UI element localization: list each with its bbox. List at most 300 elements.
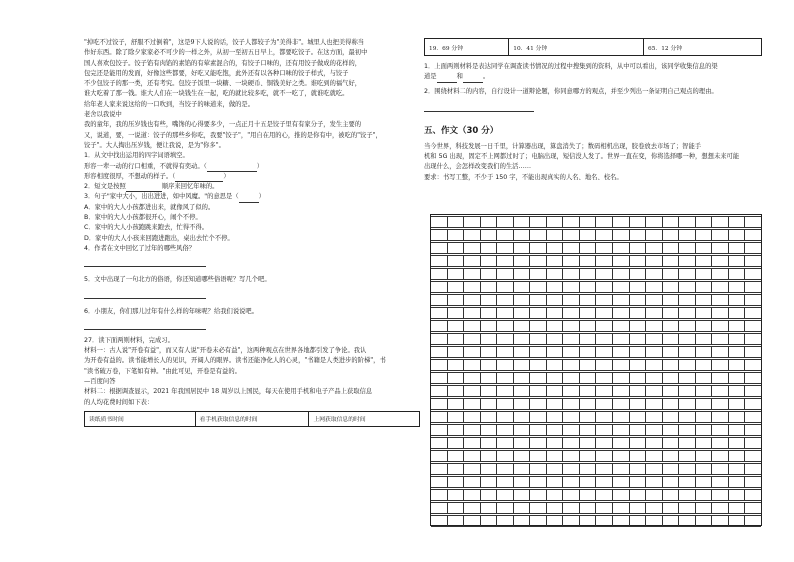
grid-cell[interactable] <box>712 281 729 294</box>
grid-cell[interactable] <box>481 489 498 502</box>
grid-cell[interactable] <box>646 515 663 528</box>
grid-cell[interactable] <box>514 411 531 424</box>
grid-cell[interactable] <box>514 424 531 437</box>
grid-cell[interactable] <box>431 411 448 424</box>
grid-cell[interactable] <box>464 320 481 333</box>
grid-cell[interactable] <box>514 515 531 528</box>
grid-cell[interactable] <box>464 242 481 255</box>
grid-cell[interactable] <box>613 450 630 463</box>
grid-cell[interactable] <box>431 385 448 398</box>
grid-cell[interactable] <box>563 333 580 346</box>
grid-cell[interactable] <box>481 320 498 333</box>
grid-cell[interactable] <box>745 372 761 385</box>
grid-cell[interactable] <box>745 424 761 437</box>
grid-cell[interactable] <box>613 281 630 294</box>
grid-cell[interactable] <box>696 294 713 307</box>
grid-cell[interactable] <box>547 450 564 463</box>
grid-cell[interactable] <box>729 281 746 294</box>
grid-cell[interactable] <box>646 463 663 476</box>
grid-cell[interactable] <box>448 281 465 294</box>
grid-cell[interactable] <box>547 411 564 424</box>
grid-cell[interactable] <box>481 255 498 268</box>
grid-cell[interactable] <box>663 281 680 294</box>
grid-cell[interactable] <box>630 255 647 268</box>
grid-cell[interactable] <box>679 307 696 320</box>
grid-cell[interactable] <box>530 489 547 502</box>
grid-cell[interactable] <box>696 411 713 424</box>
grid-cell[interactable] <box>696 346 713 359</box>
grid-cell[interactable] <box>464 476 481 489</box>
grid-cell[interactable] <box>547 268 564 281</box>
answer-blank[interactable] <box>239 195 259 203</box>
grid-cell[interactable] <box>464 229 481 242</box>
grid-cell[interactable] <box>712 463 729 476</box>
grid-cell[interactable] <box>497 229 514 242</box>
grid-cell[interactable] <box>596 281 613 294</box>
grid-cell[interactable] <box>514 255 531 268</box>
grid-cell[interactable] <box>630 294 647 307</box>
grid-cell[interactable] <box>729 372 746 385</box>
grid-cell[interactable] <box>745 268 761 281</box>
grid-cell[interactable] <box>448 463 465 476</box>
grid-cell[interactable] <box>514 216 531 229</box>
grid-cell[interactable] <box>596 255 613 268</box>
grid-cell[interactable] <box>679 268 696 281</box>
grid-cell[interactable] <box>530 359 547 372</box>
answer-blank[interactable] <box>126 184 162 192</box>
grid-cell[interactable] <box>679 424 696 437</box>
grid-cell[interactable] <box>580 502 597 515</box>
grid-cell[interactable] <box>745 398 761 411</box>
grid-cell[interactable] <box>580 385 597 398</box>
grid-cell[interactable] <box>745 385 761 398</box>
grid-cell[interactable] <box>580 216 597 229</box>
grid-cell[interactable] <box>563 385 580 398</box>
grid-cell[interactable] <box>448 307 465 320</box>
answer-line[interactable] <box>424 105 534 112</box>
grid-cell[interactable] <box>613 320 630 333</box>
grid-cell[interactable] <box>729 476 746 489</box>
grid-cell[interactable] <box>431 450 448 463</box>
grid-cell[interactable] <box>547 320 564 333</box>
grid-cell[interactable] <box>530 398 547 411</box>
grid-cell[interactable] <box>431 515 448 528</box>
grid-cell[interactable] <box>448 320 465 333</box>
grid-cell[interactable] <box>712 437 729 450</box>
grid-cell[interactable] <box>679 346 696 359</box>
grid-cell[interactable] <box>464 268 481 281</box>
grid-cell[interactable] <box>729 450 746 463</box>
grid-cell[interactable] <box>530 463 547 476</box>
grid-cell[interactable] <box>481 346 498 359</box>
grid-cell[interactable] <box>481 476 498 489</box>
grid-cell[interactable] <box>630 502 647 515</box>
grid-cell[interactable] <box>464 398 481 411</box>
option-a[interactable]: A．家中的大人小孩都进出来，就像风了似的。 <box>84 203 215 211</box>
grid-cell[interactable] <box>663 437 680 450</box>
grid-cell[interactable] <box>464 411 481 424</box>
grid-cell[interactable] <box>514 320 531 333</box>
grid-cell[interactable] <box>563 320 580 333</box>
grid-cell[interactable] <box>696 372 713 385</box>
grid-cell[interactable] <box>580 229 597 242</box>
grid-cell[interactable] <box>448 385 465 398</box>
grid-cell[interactable] <box>431 294 448 307</box>
grid-cell[interactable] <box>497 463 514 476</box>
grid-cell[interactable] <box>729 411 746 424</box>
grid-cell[interactable] <box>646 476 663 489</box>
grid-cell[interactable] <box>745 437 761 450</box>
grid-cell[interactable] <box>696 489 713 502</box>
grid-cell[interactable] <box>663 489 680 502</box>
grid-cell[interactable] <box>646 242 663 255</box>
grid-cell[interactable] <box>563 307 580 320</box>
grid-cell[interactable] <box>563 515 580 528</box>
grid-cell[interactable] <box>712 320 729 333</box>
grid-cell[interactable] <box>530 281 547 294</box>
answer-line[interactable] <box>84 260 206 267</box>
grid-cell[interactable] <box>596 385 613 398</box>
grid-cell[interactable] <box>696 385 713 398</box>
grid-cell[interactable] <box>679 320 696 333</box>
grid-cell[interactable] <box>497 437 514 450</box>
grid-cell[interactable] <box>580 359 597 372</box>
grid-cell[interactable] <box>497 502 514 515</box>
answer-blank[interactable] <box>207 164 257 172</box>
grid-cell[interactable] <box>481 385 498 398</box>
grid-cell[interactable] <box>497 268 514 281</box>
grid-cell[interactable] <box>596 515 613 528</box>
grid-cell[interactable] <box>696 255 713 268</box>
grid-cell[interactable] <box>596 216 613 229</box>
grid-cell[interactable] <box>563 450 580 463</box>
grid-cell[interactable] <box>679 502 696 515</box>
grid-cell[interactable] <box>696 463 713 476</box>
option-b[interactable]: B．家中的大人小孩都很开心，闹个不停。 <box>84 214 202 222</box>
grid-cell[interactable] <box>448 411 465 424</box>
grid-cell[interactable] <box>646 502 663 515</box>
grid-cell[interactable] <box>663 268 680 281</box>
grid-cell[interactable] <box>596 476 613 489</box>
grid-cell[interactable] <box>712 424 729 437</box>
grid-cell[interactable] <box>497 372 514 385</box>
grid-cell[interactable] <box>630 398 647 411</box>
grid-cell[interactable] <box>514 450 531 463</box>
grid-cell[interactable] <box>712 346 729 359</box>
grid-cell[interactable] <box>580 320 597 333</box>
grid-cell[interactable] <box>481 333 498 346</box>
grid-cell[interactable] <box>596 294 613 307</box>
grid-cell[interactable] <box>431 255 448 268</box>
grid-cell[interactable] <box>630 359 647 372</box>
grid-cell[interactable] <box>712 476 729 489</box>
grid-cell[interactable] <box>464 281 481 294</box>
grid-cell[interactable] <box>729 437 746 450</box>
grid-cell[interactable] <box>530 268 547 281</box>
grid-cell[interactable] <box>497 294 514 307</box>
grid-cell[interactable] <box>481 515 498 528</box>
grid-cell[interactable] <box>630 463 647 476</box>
grid-cell[interactable] <box>613 216 630 229</box>
grid-cell[interactable] <box>613 333 630 346</box>
grid-cell[interactable] <box>663 320 680 333</box>
grid-cell[interactable] <box>596 502 613 515</box>
grid-cell[interactable] <box>596 242 613 255</box>
grid-cell[interactable] <box>663 255 680 268</box>
grid-cell[interactable] <box>563 411 580 424</box>
grid-cell[interactable] <box>729 229 746 242</box>
grid-cell[interactable] <box>563 463 580 476</box>
grid-cell[interactable] <box>580 268 597 281</box>
grid-cell[interactable] <box>679 476 696 489</box>
grid-cell[interactable] <box>630 411 647 424</box>
grid-cell[interactable] <box>712 333 729 346</box>
grid-cell[interactable] <box>712 372 729 385</box>
grid-cell[interactable] <box>514 229 531 242</box>
grid-cell[interactable] <box>464 385 481 398</box>
grid-cell[interactable] <box>530 437 547 450</box>
grid-cell[interactable] <box>712 359 729 372</box>
grid-cell[interactable] <box>663 372 680 385</box>
grid-cell[interactable] <box>596 450 613 463</box>
grid-cell[interactable] <box>431 229 448 242</box>
grid-cell[interactable] <box>547 398 564 411</box>
grid-cell[interactable] <box>530 242 547 255</box>
grid-cell[interactable] <box>646 437 663 450</box>
grid-cell[interactable] <box>431 320 448 333</box>
grid-cell[interactable] <box>696 398 713 411</box>
grid-cell[interactable] <box>663 294 680 307</box>
grid-cell[interactable] <box>563 229 580 242</box>
grid-cell[interactable] <box>646 450 663 463</box>
grid-cell[interactable] <box>613 255 630 268</box>
grid-cell[interactable] <box>745 450 761 463</box>
grid-cell[interactable] <box>630 476 647 489</box>
grid-cell[interactable] <box>630 424 647 437</box>
grid-cell[interactable] <box>547 515 564 528</box>
grid-cell[interactable] <box>448 372 465 385</box>
grid-cell[interactable] <box>663 476 680 489</box>
grid-cell[interactable] <box>679 333 696 346</box>
grid-cell[interactable] <box>729 242 746 255</box>
grid-cell[interactable] <box>464 450 481 463</box>
grid-cell[interactable] <box>497 450 514 463</box>
grid-cell[interactable] <box>613 437 630 450</box>
grid-cell[interactable] <box>613 372 630 385</box>
grid-cell[interactable] <box>745 476 761 489</box>
grid-cell[interactable] <box>745 242 761 255</box>
grid-cell[interactable] <box>745 229 761 242</box>
grid-cell[interactable] <box>448 229 465 242</box>
answer-blank[interactable] <box>463 75 483 83</box>
grid-cell[interactable] <box>745 281 761 294</box>
grid-cell[interactable] <box>497 489 514 502</box>
grid-cell[interactable] <box>630 320 647 333</box>
grid-cell[interactable] <box>547 476 564 489</box>
grid-cell[interactable] <box>580 411 597 424</box>
grid-cell[interactable] <box>431 463 448 476</box>
grid-cell[interactable] <box>613 268 630 281</box>
grid-cell[interactable] <box>464 333 481 346</box>
grid-cell[interactable] <box>630 437 647 450</box>
grid-cell[interactable] <box>613 307 630 320</box>
grid-cell[interactable] <box>431 268 448 281</box>
grid-cell[interactable] <box>630 372 647 385</box>
grid-cell[interactable] <box>481 359 498 372</box>
grid-cell[interactable] <box>464 424 481 437</box>
grid-cell[interactable] <box>464 294 481 307</box>
grid-cell[interactable] <box>613 359 630 372</box>
grid-cell[interactable] <box>464 359 481 372</box>
grid-cell[interactable] <box>580 515 597 528</box>
grid-cell[interactable] <box>745 411 761 424</box>
grid-cell[interactable] <box>514 333 531 346</box>
grid-cell[interactable] <box>497 515 514 528</box>
grid-cell[interactable] <box>663 424 680 437</box>
grid-cell[interactable] <box>712 294 729 307</box>
grid-cell[interactable] <box>580 294 597 307</box>
grid-cell[interactable] <box>481 268 498 281</box>
grid-cell[interactable] <box>663 385 680 398</box>
grid-cell[interactable] <box>448 515 465 528</box>
grid-cell[interactable] <box>448 333 465 346</box>
grid-cell[interactable] <box>712 385 729 398</box>
grid-cell[interactable] <box>745 463 761 476</box>
grid-cell[interactable] <box>679 411 696 424</box>
grid-cell[interactable] <box>431 281 448 294</box>
grid-cell[interactable] <box>514 281 531 294</box>
grid-cell[interactable] <box>563 359 580 372</box>
grid-cell[interactable] <box>464 346 481 359</box>
grid-cell[interactable] <box>613 424 630 437</box>
grid-cell[interactable] <box>563 489 580 502</box>
grid-cell[interactable] <box>530 229 547 242</box>
grid-cell[interactable] <box>729 320 746 333</box>
grid-cell[interactable] <box>497 346 514 359</box>
grid-cell[interactable] <box>580 398 597 411</box>
grid-cell[interactable] <box>448 268 465 281</box>
answer-blank[interactable] <box>437 75 457 83</box>
grid-cell[interactable] <box>431 502 448 515</box>
grid-cell[interactable] <box>514 463 531 476</box>
grid-cell[interactable] <box>613 411 630 424</box>
grid-cell[interactable] <box>630 333 647 346</box>
grid-cell[interactable] <box>696 502 713 515</box>
grid-cell[interactable] <box>448 359 465 372</box>
grid-cell[interactable] <box>646 281 663 294</box>
grid-cell[interactable] <box>530 294 547 307</box>
grid-cell[interactable] <box>481 307 498 320</box>
grid-cell[interactable] <box>580 333 597 346</box>
grid-cell[interactable] <box>646 216 663 229</box>
grid-cell[interactable] <box>497 242 514 255</box>
grid-cell[interactable] <box>497 424 514 437</box>
grid-cell[interactable] <box>745 346 761 359</box>
grid-cell[interactable] <box>663 307 680 320</box>
grid-cell[interactable] <box>464 307 481 320</box>
grid-cell[interactable] <box>481 424 498 437</box>
grid-cell[interactable] <box>514 437 531 450</box>
grid-cell[interactable] <box>580 463 597 476</box>
grid-cell[interactable] <box>729 463 746 476</box>
grid-cell[interactable] <box>497 398 514 411</box>
grid-cell[interactable] <box>613 229 630 242</box>
grid-cell[interactable] <box>464 463 481 476</box>
grid-cell[interactable] <box>448 450 465 463</box>
grid-cell[interactable] <box>729 359 746 372</box>
grid-cell[interactable] <box>464 502 481 515</box>
grid-cell[interactable] <box>596 424 613 437</box>
grid-cell[interactable] <box>580 242 597 255</box>
grid-cell[interactable] <box>696 307 713 320</box>
answer-line[interactable] <box>84 292 206 299</box>
grid-cell[interactable] <box>646 307 663 320</box>
grid-cell[interactable] <box>745 294 761 307</box>
grid-cell[interactable] <box>530 476 547 489</box>
grid-cell[interactable] <box>729 502 746 515</box>
grid-cell[interactable] <box>530 333 547 346</box>
grid-cell[interactable] <box>481 294 498 307</box>
grid-cell[interactable] <box>481 502 498 515</box>
grid-cell[interactable] <box>663 515 680 528</box>
grid-cell[interactable] <box>563 242 580 255</box>
grid-cell[interactable] <box>696 359 713 372</box>
grid-cell[interactable] <box>497 216 514 229</box>
grid-cell[interactable] <box>431 307 448 320</box>
grid-cell[interactable] <box>530 216 547 229</box>
grid-cell[interactable] <box>431 476 448 489</box>
grid-cell[interactable] <box>481 437 498 450</box>
grid-cell[interactable] <box>514 346 531 359</box>
answer-blank[interactable] <box>175 174 223 182</box>
grid-cell[interactable] <box>679 437 696 450</box>
grid-cell[interactable] <box>630 268 647 281</box>
grid-cell[interactable] <box>596 411 613 424</box>
grid-cell[interactable] <box>563 398 580 411</box>
grid-cell[interactable] <box>729 294 746 307</box>
grid-cell[interactable] <box>696 281 713 294</box>
grid-cell[interactable] <box>497 320 514 333</box>
grid-cell[interactable] <box>613 502 630 515</box>
answer-line[interactable] <box>84 323 206 330</box>
grid-cell[interactable] <box>580 489 597 502</box>
grid-cell[interactable] <box>497 333 514 346</box>
grid-cell[interactable] <box>547 463 564 476</box>
grid-cell[interactable] <box>448 502 465 515</box>
grid-cell[interactable] <box>547 346 564 359</box>
grid-cell[interactable] <box>630 307 647 320</box>
grid-cell[interactable] <box>646 320 663 333</box>
grid-cell[interactable] <box>613 398 630 411</box>
grid-cell[interactable] <box>431 437 448 450</box>
grid-cell[interactable] <box>464 216 481 229</box>
grid-cell[interactable] <box>679 294 696 307</box>
grid-cell[interactable] <box>596 320 613 333</box>
grid-cell[interactable] <box>613 385 630 398</box>
grid-cell[interactable] <box>712 268 729 281</box>
grid-cell[interactable] <box>497 476 514 489</box>
grid-cell[interactable] <box>679 489 696 502</box>
grid-cell[interactable] <box>514 242 531 255</box>
composition-writing-grid[interactable] <box>430 214 762 526</box>
grid-cell[interactable] <box>547 307 564 320</box>
grid-cell[interactable] <box>530 515 547 528</box>
grid-cell[interactable] <box>630 346 647 359</box>
grid-cell[interactable] <box>729 268 746 281</box>
grid-cell[interactable] <box>696 450 713 463</box>
grid-cell[interactable] <box>630 229 647 242</box>
grid-cell[interactable] <box>448 489 465 502</box>
